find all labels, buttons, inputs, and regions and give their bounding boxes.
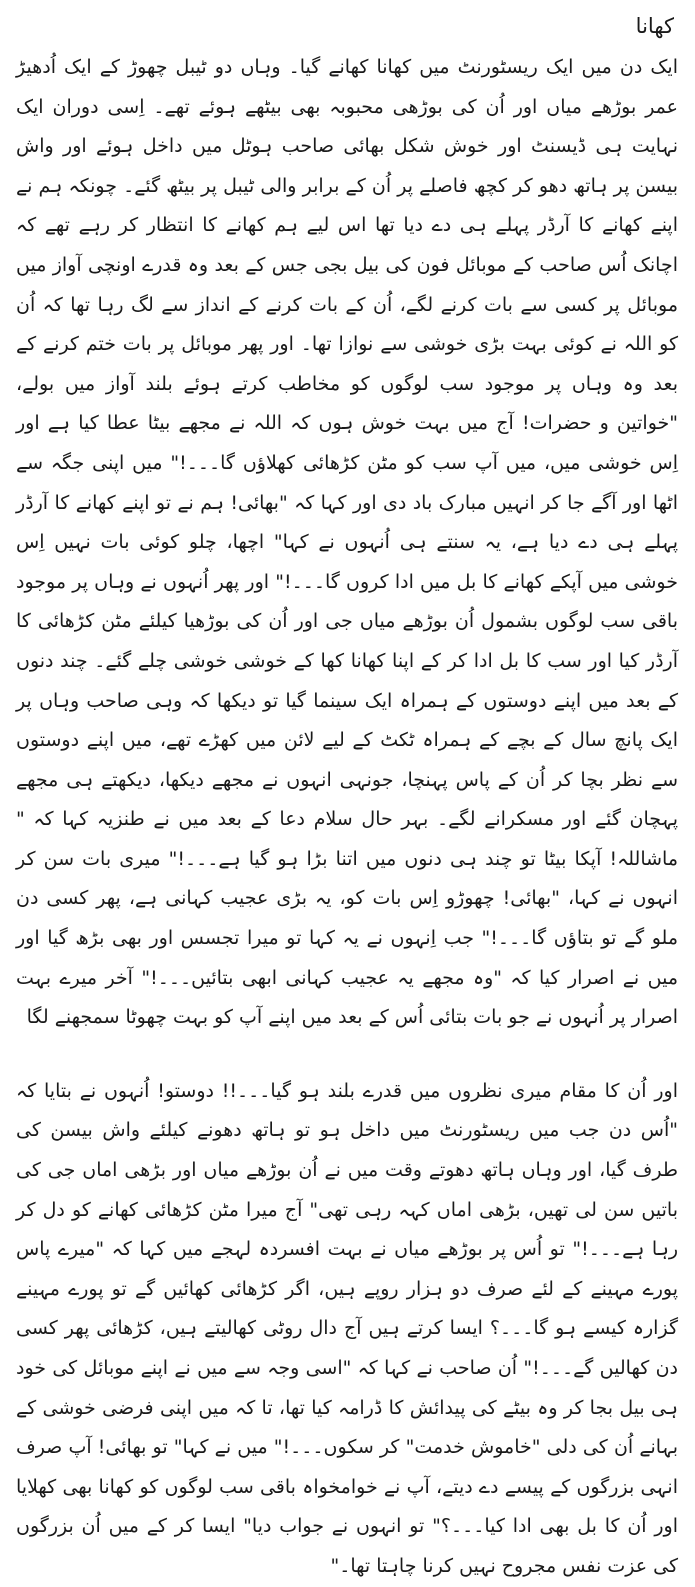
document-page bbox=[16, 0, 678, 1577]
story-title: کھانا bbox=[635, 14, 674, 38]
paragraph-restaurant-cinema: ایک دن میں ایک ریسٹورنٹ میں کھانا کھانے گیا۔ وہاں دو ٹیبل چھوڑ کے ایک اُدھیڑ عمر بوڑھے میاں اور اُن کی بوڑھی محبوبہ بھی بیٹھے ہوئے تھے۔ اِسی دوران ایک نہایت ہی ڈیسنٹ اور خوش شکل بھائی صاحب ہوٹل میں داخل ہوئے اور واش بیسن پر ہاتھ دھو کر کچھ فاصلے پر اُن کے برابر والی ٹیبل پر بیٹھ گئے۔ چونکہ ہم نے اپنے کھانے کا آرڈر پہلے ہی دے دیا تھا اس لیے ہم کھانے کا انتظار کر رہے تھے کہ اچانک اُس صاحب کے موبائل فون کی بیل بجی جس کے بعد وہ قدرے اونچی آواز میں موبائل پر کسی سے بات کرنے لگے، اُن کے بات کرنے کے انداز سے لگ رہا تھا کہ اُن کو اللہ نے کوئی بہت بڑی خوشی سے نوازا تھا۔ اور پھر موبائل پر بات ختم کرنے کے بعد وہ وہاں پر موجود سب لوگوں کو مخاطب کرتے ہوئے بلند آواز میں بولے، "خواتین و حضرات! آج میں بہت خوش ہوں کہ اللہ نے مجھے بیٹا عطا کیا ہے اور اِس خوشی میں، میں آپ سب کو مٹن کڑھائی کھلاؤں گا۔۔۔!" میں اپنی جگہ سے اٹھا اور آگے جا کر انہیں مبارک باد دی اور کہا کہ "بھائی! ہم نے تو اپنے کھانے کا آرڈر پہلے ہی دے دیا ہے، یہ سنتے ہی اُنہوں نے کہا" اچھا، چلو کوئی بات نہیں اِس خوشی میں آپکے کھانے کا بل میں ادا کروں گا۔۔۔!" اور پھر اُنہوں نے وہاں پر موجود باقی سب لوگوں بشمول اُن بوڑھے میاں جی اور اُن کی بوڑھیا کیلئے مٹن کڑھائی کا آرڈر کیا اور سب کا بل ادا کر کے اپنا کھانا کھا کے خوشی خوشی چلے گئے۔ چند دنوں کے بعد میں اپنے دوستوں کے ہمراہ ایک سینما گیا تو دیکھا کہ وہی صاحب وہاں پر ایک پانچ سال کے بچے کے ہمراہ ٹکٹ کے لیے لائن میں کھڑے تھے، میں اپنے دوستوں سے نظر بچا کر اُن کے پاس پہنچا، جونہی انہوں نے مجھے دیکھا، دیکھتے ہی مجھے پہچان گئے اور مسکرانے لگے۔ بہر حال سلام دعا کے بعد میں نے طنزیہ کہا کہ " ماشاللہ! آپکا بیٹا تو چند ہی دنوں میں اتنا بڑا ہو گیا ہے۔۔۔!" میری بات سن کر انہوں نے کہا، "بھائی! چھوڑو اِس بات کو، یہ بڑی عجیب کہانی ہے، پھر کسی دن ملو گے تو بتاؤں گا۔۔۔!" جب اِنہوں نے یہ کہا تو میرا تجسس اور بھی بڑھ گیا اور میں نے اصرار کیا کہ "وہ مجھے یہ عجیب کہانی ابھی بتائیں۔۔۔!" آخر میرے بہت اصرار پر اُنہوں نے جو بات بتائی اُس کے بعد میں اپنے آپ کو بہت چھوٹا سمجھنے لگا bbox=[16, 56, 678, 1029]
paragraph-gap bbox=[16, 1038, 678, 1072]
paragraph-explanation: اور اُن کا مقام میری نظروں میں قدرے بلند ہو گیا۔۔۔!! دوستو! اُنہوں نے بتایا کہ "اُس دن جب میں ریسٹورنٹ میں داخل ہو تو ہاتھ دھونے کیلئے واش بیسن کی طرف گیا، اور وہاں ہاتھ دھوتے وقت میں نے اُن بوڑھے میاں اور بڑھی اماں جی کی باتیں سن لی تھیں، بڑھی اماں کہہ رہی تھی" آج میرا مٹن کڑھائی کھانے کو دل کر رہا ہے۔۔۔!" تو اُس پر بوڑھے میاں نے بہت افسردہ لہجے میں کہا کہ "میرے پاس پورے مہینے کے لئے صرف دو ہزار روپے ہیں، اگر کڑھائی کھائیں گے تو پورے مہینے گزارہ کیسے ہو گا۔۔۔؟ ایسا کرتے ہیں آج دال روٹی کھالیتے ہیں، کڑھائی پھر کسی دن کھالیں گے۔۔۔!" اُن صاحب نے کہا کہ "اسی وجہ سے میں نے اپنے موبائل کی خود ہی بیل بجا کر وہ بیٹے کی پیدائش کا ڈرامہ کیا تھا، تا کہ میں اپنی فرضی خوشی کے بہانے اُن کی دلی "خاموش خدمت" کر سکوں۔۔۔!" میں نے کہا" تو بھائی! آپ صرف انہی بزرگوں کے پیسے دے دیتے، آپ نے خوامخواہ باقی سب لوگوں کو کھانا بھی کھلایا اور اُن کا بل بھی ادا کیا۔۔۔؟" تو انہوں نے جواب دیا" ایسا کر کے میں اُن بزرگوں کی عزت نفس مجروح نہیں کرنا چاہتا تھا۔" bbox=[16, 1079, 678, 1577]
